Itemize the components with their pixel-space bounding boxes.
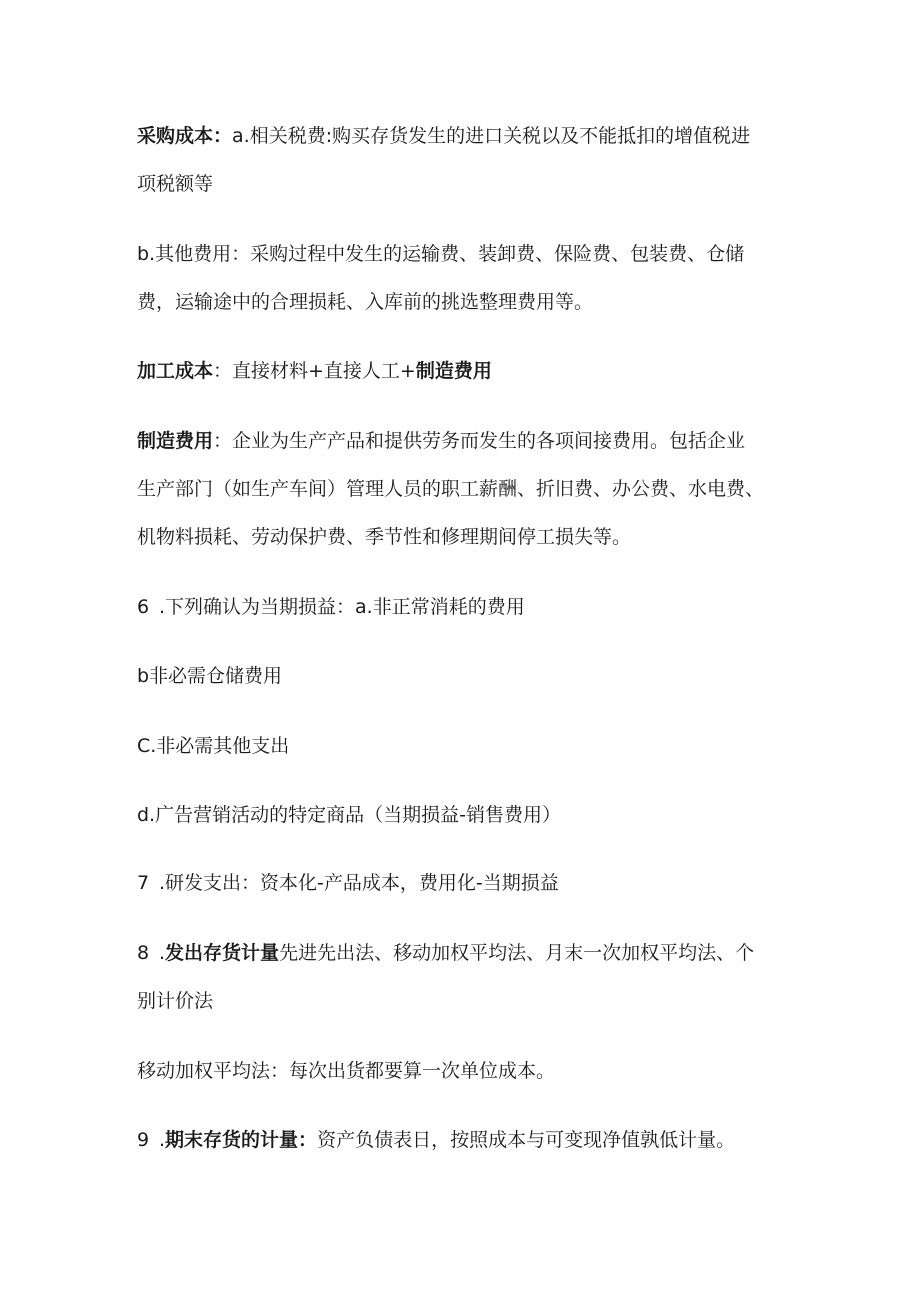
item-9-number: 9 [137,1129,150,1151]
processing-cost-text: ：直接材料+直接人工+ [213,360,416,382]
item-7-line [137,859,797,907]
item-7-number: 7 [137,872,150,894]
item-6d-text: d.广告营销活动的特定商品（当期损益-销售费用） [137,804,561,826]
item-6b-text: b非必需仓储费用 [137,665,283,687]
item-8-line-2: 别计价法 [137,990,214,1012]
item-8-line-1 [137,929,797,977]
manufacturing-overhead-text-1: ：企业为生产产品和提供劳务而发生的各项间接费用。包括企业 [213,430,746,452]
item-9-dot: . [159,1129,166,1151]
purchase-cost-text-1: a.相关税费:购买存货发生的进口关税以及不能抵扣的增值税进 [232,125,751,147]
item-9-line [137,1116,797,1164]
item-6-text: .下列确认为当期损益：a.非正常消耗的费用 [159,596,525,618]
moving-average-text: 移动加权平均法：每次出货都要算一次单位成本。 [137,1060,556,1082]
other-fees-line-2: 费，运输途中的合理损耗、入库前的挑选整理费用等。 [137,291,594,313]
item-8-label: 发出存货计量 [165,942,280,964]
manufacturing-overhead-label: 制造费用 [137,430,214,452]
other-fees-line-1: b.其他费用：采购过程中发生的运输费、装卸费、保险费、包装费、仓储 [137,243,745,265]
item-6c-paragraph [137,722,797,770]
item-8-dot: . [159,942,166,964]
manufacturing-overhead-line-3: 机物料损耗、劳动保护费、季节性和修理期间停工损失等。 [137,526,632,548]
item-7-paragraph [137,859,797,907]
purchase-cost-paragraph [137,112,797,208]
item-6c-text: C.非必需其他支出 [137,735,290,757]
other-fees-paragraph [137,230,797,326]
processing-cost-line [137,347,797,395]
processing-cost-bold-tail: 制造费用 [415,360,492,382]
manufacturing-overhead-paragraph [137,417,797,561]
processing-cost-paragraph [137,347,797,395]
purchase-cost-label: 采购成本： [137,125,233,147]
manufacturing-overhead-line-2: 生产部门（如生产车间）管理人员的职工薪酬、折旧费、办公费、水电费、 [137,478,765,500]
processing-cost-label: 加工成本 [137,360,214,382]
item-9-paragraph [137,1116,797,1164]
item-8-number: 8 [137,942,150,964]
item-7-text: .研发支出：资本化-产品成本，费用化-当期损益 [159,872,559,894]
item-6-line [137,583,797,631]
item-6b-paragraph [137,652,797,700]
purchase-cost-line-2: 项税额等 [137,173,214,195]
item-6d-paragraph [137,791,797,839]
manufacturing-overhead-line-1 [137,417,797,465]
purchase-cost-line-1 [137,112,797,160]
item-9-label: 期末存货的计量： [165,1129,318,1151]
item-6-number: 6 [137,596,150,618]
item-8-text-1: 先进先出法、移动加权平均法、月末一次加权平均法、个 [279,942,755,964]
item-8-paragraph [137,929,797,1025]
item-9-text: 资产负债表日，按照成本与可变现净值孰低计量。 [317,1129,736,1151]
item-6-paragraph [137,583,797,631]
moving-average-paragraph [137,1047,797,1095]
